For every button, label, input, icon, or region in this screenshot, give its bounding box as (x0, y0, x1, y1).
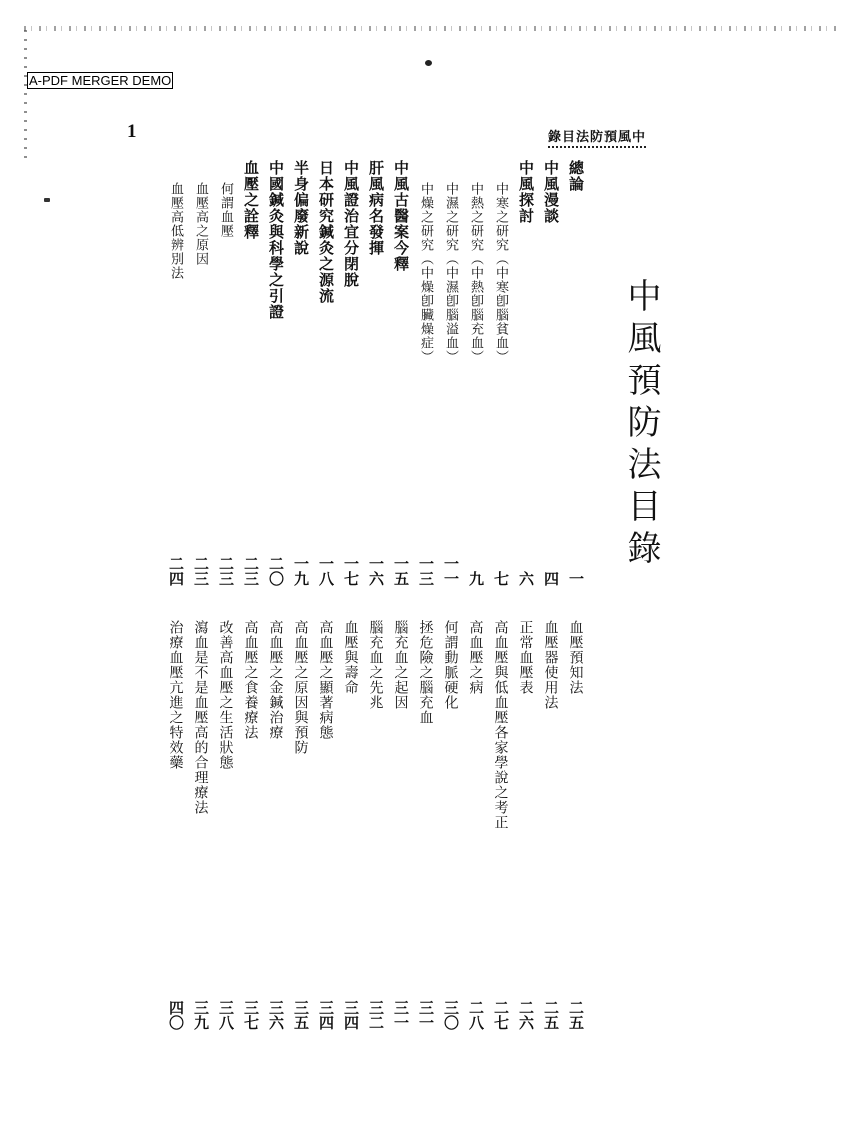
toc-entry-page: 三八 (217, 1000, 235, 1030)
toc-entry (438, 620, 463, 1030)
toc-entry-title: 治療血壓亢進之特效藥 (167, 620, 184, 770)
toc-entry (538, 620, 563, 1030)
toc-entry-title: 高血壓之顯著病態 (317, 620, 334, 740)
toc-entry (513, 620, 538, 1030)
toc-entry-page: 二三 (192, 556, 210, 586)
toc-entry-page: 三九 (192, 1000, 210, 1030)
toc-entry-page: 三四 (342, 1000, 360, 1030)
toc-entry (413, 620, 438, 1030)
toc-entry (188, 620, 213, 1030)
toc-entry-title: 高血壓之原因與預防 (292, 620, 309, 755)
toc-entry (288, 160, 313, 586)
toc-entry-title: 瀉血是不是血壓高的合理療法 (192, 620, 209, 815)
toc-top-section (163, 160, 588, 586)
toc-entry (263, 160, 288, 586)
toc-entry (363, 620, 388, 1030)
toc-entry-title: 腦充血之先兆 (367, 620, 384, 710)
toc-entry-page: 一六 (367, 556, 385, 586)
toc-entry-page: 一九 (292, 556, 310, 586)
toc-entry-page: 三五 (292, 1000, 310, 1030)
toc-entry-page: 二六 (517, 1000, 535, 1030)
toc-entry-page: 二四 (167, 556, 185, 586)
toc-entry-page: 三一 (417, 1000, 435, 1030)
toc-entry-title: 中熱之研究（中熱卽腦充血） (468, 182, 483, 364)
toc-entry (438, 182, 463, 586)
toc-entry-title: 血壓高低辨別法 (168, 182, 183, 280)
toc-entry (313, 620, 338, 1030)
toc-entry (163, 620, 188, 1030)
toc-entry-title: 中風漫談 (542, 160, 560, 224)
toc-entry (313, 160, 338, 586)
toc-entry (463, 620, 488, 1030)
running-head: 錄目法防預風中 (548, 126, 646, 148)
toc-entry-title: 血壓高之原因 (193, 182, 208, 266)
toc-entry (188, 182, 213, 586)
toc-entry (338, 160, 363, 586)
toc-entry-page: 三〇 (442, 1000, 460, 1030)
toc-entry-title: 高血壓與低血壓各家學說之考正 (492, 620, 509, 830)
page-number: 1 (127, 121, 137, 142)
toc-entry (238, 160, 263, 586)
toc-entry-title: 高血壓之食養療法 (242, 620, 259, 740)
watermark-label: A-PDF MERGER DEMO (29, 73, 172, 88)
toc-entry-title: 血壓器使用法 (542, 620, 559, 710)
toc-entry-page: 一三 (417, 556, 435, 586)
toc-entry-page: 一七 (342, 556, 360, 586)
toc-entry (513, 160, 538, 586)
toc-entry-page: 三四 (317, 1000, 335, 1030)
toc-entry (388, 620, 413, 1030)
scan-artifact-left (24, 30, 27, 160)
toc-entry-page: 二三 (217, 556, 235, 586)
toc-entry-title: 高血壓之病 (467, 620, 484, 695)
toc-entry (213, 182, 238, 586)
toc-entry (363, 160, 388, 586)
toc-entry-page: 二三 (242, 556, 260, 586)
toc-entry-title: 總論 (567, 160, 585, 192)
toc-entry-title: 肝風病名發揮 (367, 160, 385, 256)
toc-entry (563, 620, 588, 1030)
toc-entry-page: 三一 (392, 1000, 410, 1030)
toc-entry-page: 四 (542, 571, 560, 586)
toc-entry (163, 182, 188, 586)
toc-entry (213, 620, 238, 1030)
toc-entry-page: 一 (567, 571, 585, 586)
toc-entry (488, 182, 513, 586)
toc-entry (263, 620, 288, 1030)
toc-entry-page: 一八 (317, 556, 335, 586)
toc-entry-title: 改善高血壓之生活狀態 (217, 620, 234, 770)
toc-entry-page: 三七 (242, 1000, 260, 1030)
toc-entry-title: 中風探討 (517, 160, 535, 224)
toc-entry-page: 二八 (467, 1000, 485, 1030)
toc-entry-title: 血壓預知法 (567, 620, 584, 695)
toc-entry-title: 半身偏廢新說 (292, 160, 310, 256)
toc-entry-title: 正常血壓表 (517, 620, 534, 695)
toc-entry (538, 160, 563, 586)
toc-entry-page: 三六 (267, 1000, 285, 1030)
toc-entry (563, 160, 588, 586)
toc-entry-title: 中燥之研究（中燥卽臟燥症） (418, 182, 433, 364)
book-title: 中風預防法目錄 (621, 278, 661, 572)
toc-entry-page: 二七 (492, 1000, 510, 1030)
toc-entry-page: 七 (492, 571, 510, 586)
toc-entry-title: 日本研究鍼灸之源流 (317, 160, 335, 304)
toc-entry-title: 中濕之研究（中濕卽腦溢血） (443, 182, 458, 364)
toc-bottom-section (163, 620, 588, 1030)
toc-entry (288, 620, 313, 1030)
toc-entry (338, 620, 363, 1030)
toc-entry-page: 六 (517, 571, 535, 586)
toc-entry-title: 中國鍼灸與科學之引證 (267, 160, 285, 320)
scan-artifact-top (24, 26, 840, 31)
toc-entry (488, 620, 513, 1030)
scan-dot-mark (425, 60, 432, 66)
toc-entry-page: 一一 (442, 556, 460, 586)
toc-entry-title: 拯危險之腦充血 (417, 620, 434, 725)
toc-entry-page: 二〇 (267, 556, 285, 586)
toc-entry (463, 182, 488, 586)
toc-entry-title: 血壓與壽命 (342, 620, 359, 695)
scan-speck (44, 198, 50, 202)
toc-entry-page: 二五 (567, 1000, 585, 1030)
toc-entry-title: 高血壓之金鍼治療 (267, 620, 284, 740)
toc-entry-title: 中風證治宜分閉脫 (342, 160, 360, 288)
toc-entry-title: 中寒之研究（中寒卽腦貧血） (493, 182, 508, 364)
toc-entry-title: 何謂動脈硬化 (442, 620, 459, 710)
toc-entry (388, 160, 413, 586)
toc-entry-title: 中風古醫案今釋 (392, 160, 410, 272)
toc-entry-title: 何謂血壓 (218, 182, 233, 238)
toc-entry-page: 三二 (367, 1000, 385, 1030)
toc-entry-page: 九 (467, 571, 485, 586)
toc-entry (413, 182, 438, 586)
toc-entry-title: 腦充血之起因 (392, 620, 409, 710)
toc-entry (238, 620, 263, 1030)
toc-entry-title: 血壓之詮釋 (242, 160, 260, 240)
toc-entry-page: 四〇 (167, 1000, 185, 1030)
toc-entry-page: 二五 (542, 1000, 560, 1030)
toc-entry-page: 一五 (392, 556, 410, 586)
